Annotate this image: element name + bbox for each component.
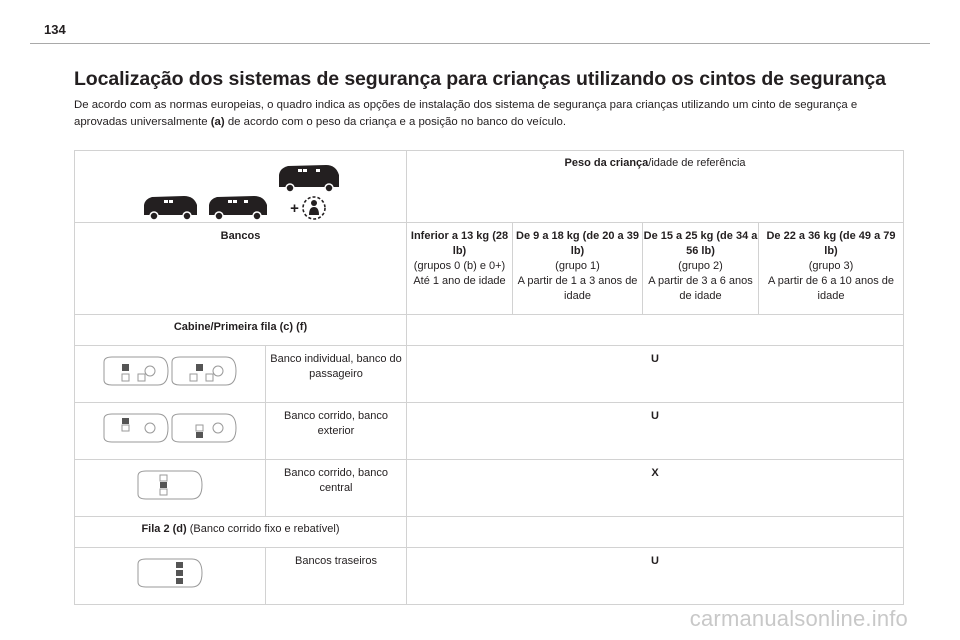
category-group: (grupo 2) [678, 260, 723, 272]
page-title: Localização dos sistemas de segurança para crianças utilizando os cintos de segurança [74, 68, 886, 90]
watermark: carmanualsonline.info [689, 606, 908, 631]
plus-child-seat [290, 195, 327, 221]
suitability-code: X [407, 460, 904, 517]
category-title: De 9 a 18 kg (de 20 a 39 lb) [516, 230, 639, 257]
intro-text-2: de acordo com o peso da criança e a posição no banco do veículo. [224, 116, 566, 128]
seat-diagram-cell [75, 548, 266, 605]
category-age: A partir de 1 a 3 anos de idade [517, 275, 638, 302]
section-label-bold: Fila 2 (d) [141, 523, 187, 535]
category-group: (grupo 3) [808, 260, 854, 272]
category-age: A partir de 3 a 6 anos de idade [648, 275, 753, 302]
category-age: Até 1 ano de idade [413, 275, 506, 287]
car-top-bench-center-icon [134, 468, 206, 502]
car-top-bench-outer-icon [100, 411, 240, 445]
section-label-rest: (Banco corrido fixo e rebatível) [186, 523, 340, 535]
section-blank [407, 517, 904, 548]
suitability-code: U [407, 403, 904, 460]
seats-label: Bancos [75, 223, 407, 315]
header-rule [30, 43, 930, 44]
category-row [75, 223, 904, 315]
category-cell [407, 223, 513, 315]
page-number: 134 [44, 22, 66, 37]
table-row [75, 403, 904, 460]
table-row [75, 548, 904, 605]
weight-header-cell [407, 151, 904, 223]
section-row-front [75, 315, 904, 346]
table-row [75, 346, 904, 403]
van-short-icon [140, 191, 200, 221]
intro-text-1: De acordo com as normas europeias, o quadro indica as opções de instalação dos sistema de segurança para crianças utilizando um cinto de segurança e aprovadas universalmente [74, 99, 858, 128]
seat-description: Bancos traseiros [266, 548, 407, 605]
plus-icon: + [290, 199, 299, 217]
section-label: Cabine/Primeira fila (c) (f) [75, 315, 407, 346]
category-group: (grupo 1) [555, 260, 600, 272]
car-top-passenger-seat-icon [100, 354, 240, 388]
suitability-code: U [407, 548, 904, 605]
child-seat-icon [301, 195, 327, 221]
seat-description: Banco individual, banco do passageiro [266, 346, 407, 403]
intro-paragraph [74, 97, 910, 131]
category-title: De 15 a 25 kg (de 34 a 56 lb) [643, 230, 758, 257]
vehicle-icons [75, 151, 406, 221]
table-header-row [75, 151, 904, 223]
category-title: Inferior a 13 kg (28 lb) [410, 230, 509, 257]
category-cell [759, 223, 904, 315]
seat-description: Banco corrido, banco central [266, 460, 407, 517]
category-title: De 22 a 36 kg (de 49 a 79 lb) [766, 230, 896, 257]
category-cell [513, 223, 643, 315]
intro-note-a: (a) [210, 116, 225, 128]
section-label [75, 517, 407, 548]
section-blank [407, 315, 904, 346]
seat-description: Banco corrido, banco exterior [266, 403, 407, 460]
vehicle-icons-cell [75, 151, 407, 223]
seat-diagram-cell [75, 460, 266, 517]
category-cell [643, 223, 759, 315]
suitability-code: U [407, 346, 904, 403]
weight-header-rest: /idade de referência [648, 157, 746, 169]
weight-header-bold: Peso da criança [564, 157, 649, 169]
seat-diagram-cell [75, 346, 266, 403]
seat-diagram-cell [75, 403, 266, 460]
van-medium-icon [206, 191, 270, 221]
van-long-with-child-icon [276, 159, 342, 221]
category-age: A partir de 6 a 10 anos de idade [768, 275, 894, 302]
car-top-rear-seats-icon [134, 556, 206, 590]
section-row-rear [75, 517, 904, 548]
table-row [75, 460, 904, 517]
category-group: (grupos 0 (b) e 0+) [413, 260, 506, 272]
child-seat-table [74, 150, 904, 605]
